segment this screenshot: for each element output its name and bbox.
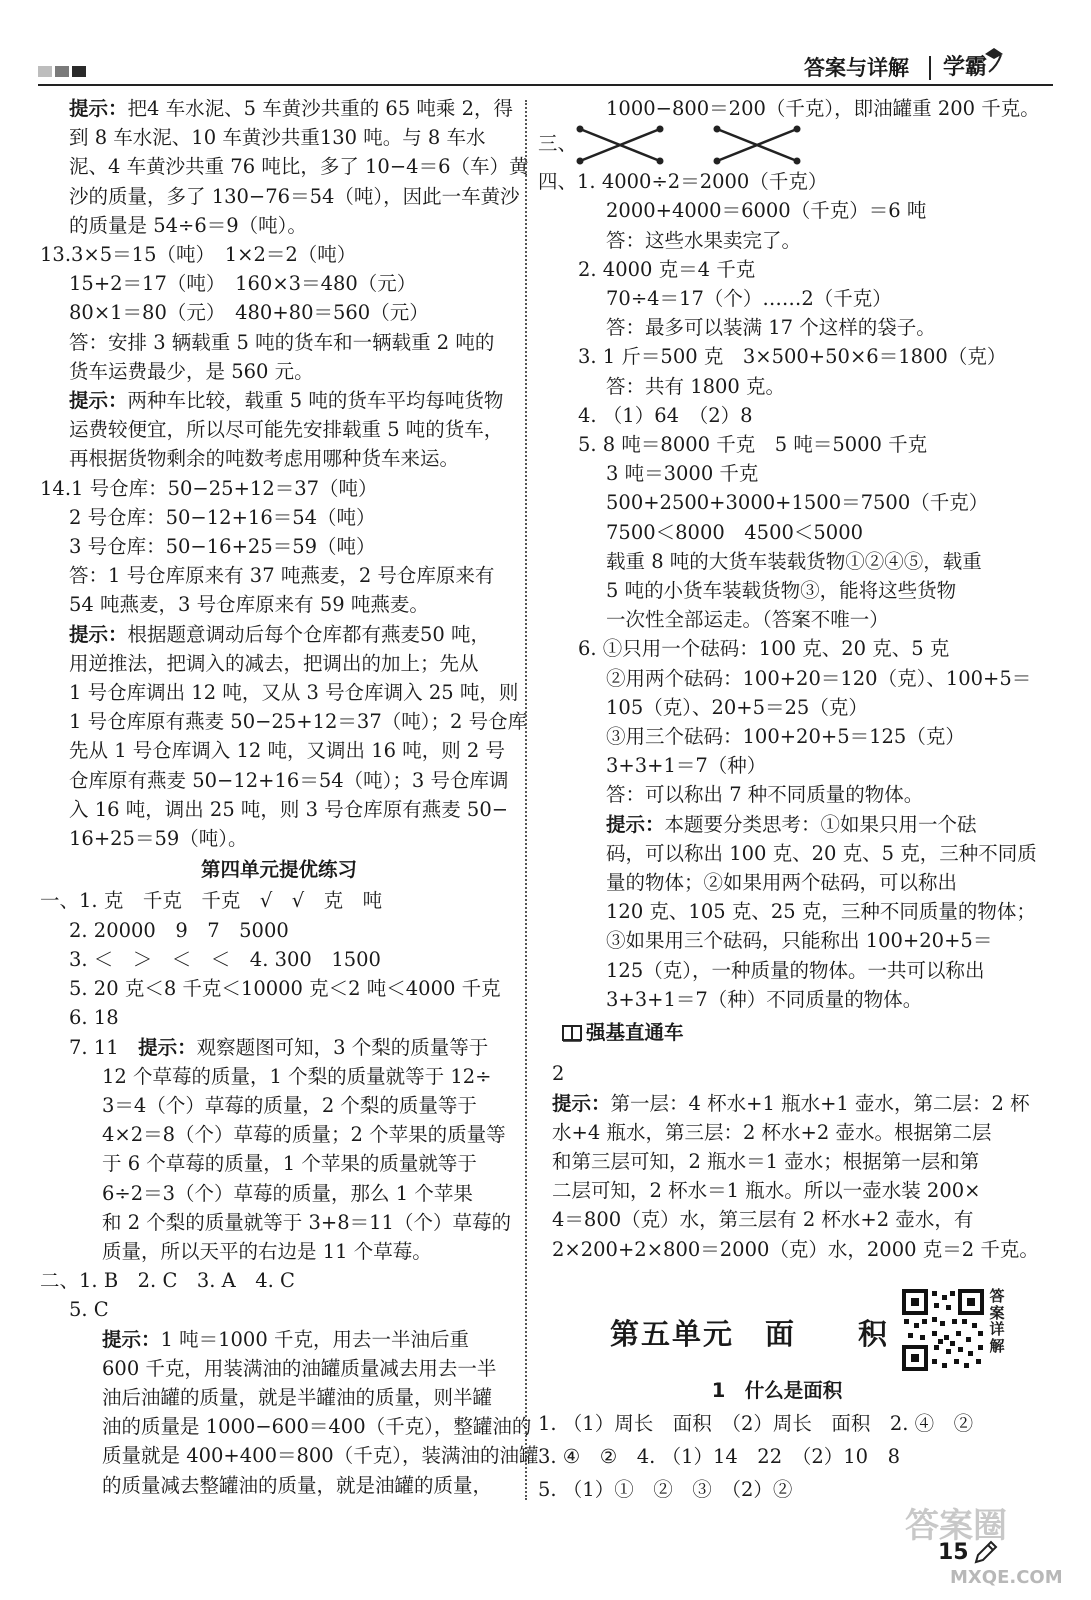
header-rule (38, 84, 1053, 86)
problem-12-hint: 提示：把4 车水泥、5 车黄沙共重的 65 吨乘 2，得 到 8 车水泥、10 车黄沙共重130 吨。与 8 车水 泥、4 车黄沙共重 76 吨比，多了 10−4＝6（车）黄 沙的质量，多了 130−76＝54（吨），因此一车黄沙 的质量是 54÷6＝9（吨）。 (69, 97, 529, 237)
matching-cross-1 (576, 123, 664, 167)
header-brand: 学霸 (942, 55, 987, 80)
section-2: 二、1. B 2. C 3. A 4. C 5. C 提示：1 吨＝1000 千克，用去一半油后重 600 千克，用装满油的油罐质量减去用去一半 油后油罐的质量，就是半罐油的质量，则半罐 油的质量是 1000−600＝400（千克），整罐油的 质量就是 400+400＝800（千克），装满油的油罐 的质量减去整罐油的质量，就是油罐的质量， (40, 1269, 539, 1497)
book-icon (562, 1024, 582, 1042)
lesson-title: 1 什么是面积 (711, 1379, 843, 1402)
watermark: 答案圈 (905, 1506, 1007, 1546)
header-decoration (38, 66, 86, 77)
section-title: 第四单元提优练习 (200, 858, 357, 882)
lesson-answers: 1. （1）周长 面积 （2）周长 面积 2. ④ ② 3. ④ ② 4. （1）14 22 （2）10 8 5. （1）① ② ③ （2）② (538, 1412, 974, 1501)
header-divider (929, 56, 931, 80)
right-column (538, 94, 1040, 1264)
section-4: 四、1. 4000÷2＝2000（千克） 2000+4000＝6000（千克）＝6 吨 答：这些水果卖完了。 2. 4000 克＝4 千克 70÷4＝17（个）……2（千克） 答：最多可以装满 17 个这样的袋子。 3. 1 斤＝500 克 3×500+50×6＝1800（克） 答：共有 1800 克。 4. （1）64 （2）8 5. 8 吨＝8000 千克 5 吨＝5000 千克 3 吨＝3000 千克 500+2500+3000+1500＝7500（千克） 7500＜8000 4500＜5000 载重 8 吨的大货车装载货物①②④⑤，载重 5 吨的小货车装载货物③，能将这些货物 一次性全部运走。（答案不唯一） 6. ①只用一个砝码：100 克、20 克、5 克 ②用两个砝码：100+20＝120（克）、100+5＝ 105（克）、20+5＝25（克） ③用三个砝码：100+20+5＝125（克） 3+3+1＝7（种） 答：可以称出 7 种不同质量的物体。 提示：本题要分类思考：①如果只用一个砝 码，可以称出 100 克、20 克、5 克，三种不同质 量的物体；②如果用两个砝码，可以称出 120 克、105 克、25 克，三种不同质量的物体； ③如果用三个砝码，只能称出 100+20+5＝ 125（克），一种质量的物体。一共可以称出 3+3+1＝7（种）不同质量的物体。 (538, 170, 1037, 1011)
strong-foundation-title: 强基直通车 (538, 1018, 1016, 1047)
qr-label: 答案详解 (989, 1287, 1005, 1355)
pencil-icon (972, 1540, 998, 1566)
qr-code-icon[interactable] (902, 1289, 984, 1371)
watermark-url: MXQE.COM (950, 1567, 1063, 1588)
strong-foundation-hint: 提示：第一层：4 杯水+1 瓶水+1 壶水，第二层：2 杯 水+4 瓶水，第三层：2 杯水+2 壶水。根据第二层 和第三层可知，2 瓶水＝1 壶水；根据第一层和第 二层可知，2 杯水＝1 瓶水。所以一壶水装 200× 4＝800（克）水，第三层有 2 杯水+2 壶水，有 2×200+2×800＝2000（克）水，2000 克＝2 千克。 (552, 1091, 1039, 1261)
page-number: 15 (938, 1540, 969, 1565)
header-title: 答案与详解 (804, 56, 909, 80)
section-3: 三、 (538, 123, 1016, 167)
problem-13: 13.3×5＝15（吨） 1×2＝2（吨） 15+2＝17（吨） 160×3＝480（元） 80×1＝80（元） 480+80＝560（元） 答：安排 3 辆载重 5 吨的货车和一辆载重 2 吨的 货车运费最少，是 560 元。 提示：两种车比较，载重 5 吨的货车平均每吨货物 运费较便宜，所以尽可能先安排载重 5 吨的货车， 再根据货物剩余的吨数考虑用哪种货车来运。 (40, 243, 504, 471)
left-column (40, 94, 539, 1500)
matching-cross-2 (713, 123, 801, 167)
strong-foundation-answer: 2 (552, 1062, 565, 1086)
continued-line: 1000−800＝200（千克），即油罐重 200 千克。 (606, 97, 1040, 120)
section-1: 一、1. 克 千克 千克 √ √ 克 吨 2. 20000 9 7 5000 3. ＜ ＞ ＜ ＜ 4. 300 1500 5. 20 克＜8 千克＜10000 克＜2 吨＜4000 千克 6. 18 7. 11 提示：观察题图可知，3 个梨的质量等于 12 个草莓的质量，1 个梨的质量就等于 12÷ 3＝4（个）草莓的质量，2 个梨的质量等于 4×2＝8（个）草莓的质量；2 个苹果的质量等 于 6 个草莓的质量，1 个苹果的质量就等于 6÷2＝3（个）草莓的质量，那么 1 个苹果 和 2 个梨的质量就等于 3+8＝11（个）草莓的 质量，所以天平的右边是 11 个草莓。 (40, 889, 511, 1263)
column-divider (525, 100, 527, 1500)
unit-title: 第五单元 面 积 (610, 1317, 890, 1351)
problem-14: 14.1 号仓库：50−25+12＝37（吨） 2 号仓库：50−12+16＝54（吨） 3 号仓库：50−16+25＝59（吨） 答：1 号仓库原来有 37 吨燕麦，2 号仓库原来有 54 吨燕麦，3 号仓库原来有 59 吨燕麦。 提示：根据题意调动后每个仓库都有燕麦50 吨， 用逆推法，把调入的减去，把调出的加上；先从 1 号仓库调出 12 吨，又从 3 号仓库调入 25 吨，则 1 号仓库原有燕麦 50−25+12＝37（吨）；2 号仓库 先从 1 号仓库调入 12 吨，又调出 16 吨，则 2 号 仓库原有燕麦 50−12+16＝54（吨）；3 号仓库调 入 16 吨，调出 25 吨，则 3 号仓库原有燕麦 50− 16+25＝59（吨）。 (40, 476, 528, 851)
graduation-cap-icon (983, 44, 1005, 74)
